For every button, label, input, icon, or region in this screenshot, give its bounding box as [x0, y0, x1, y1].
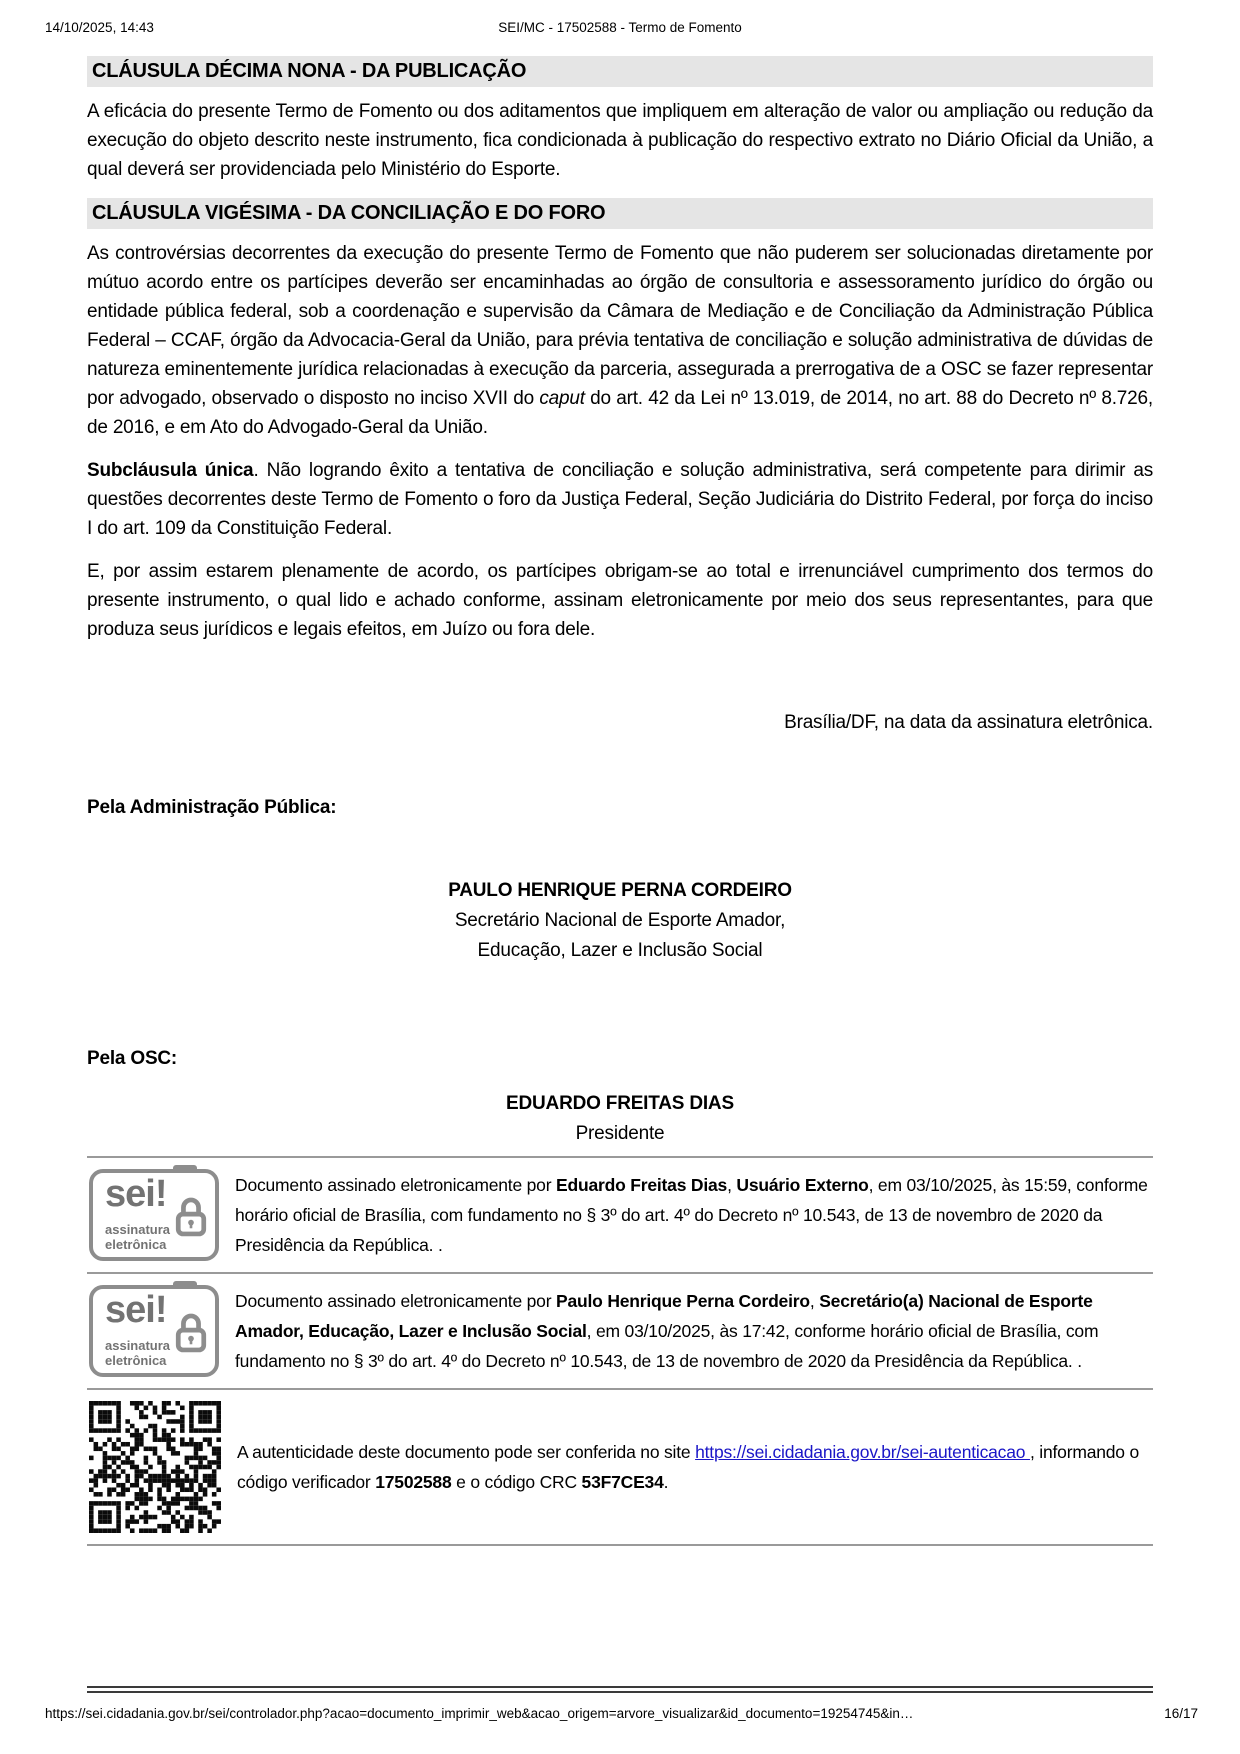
sei-signature-stamp: [89, 1169, 219, 1261]
stamp-caption-1: assinatura: [105, 1338, 171, 1353]
print-doc-title: SEI/MC - 17502588 - Termo de Fomento: [498, 20, 742, 35]
clause-20-heading: CLÁUSULA VIGÉSIMA - DA CONCILIAÇÃO E DO FORO: [87, 198, 1153, 229]
public-administration-label: Pela Administração Pública:: [87, 797, 337, 818]
admin-signer-role-line1: Secretário Nacional de Esporte Amador,: [454, 910, 786, 931]
admin-signer-role-line2: Educação, Lazer e Inclusão Social: [477, 940, 763, 961]
stamp-caption-1: assinatura: [105, 1222, 171, 1237]
sei-logo: sei!: [105, 1289, 167, 1331]
osc-signer-block: [87, 1089, 1153, 1149]
signature-place-line: Brasília/DF, na data da assinatura eletrônica.: [784, 712, 1153, 733]
signature-row-1: [87, 1158, 1153, 1272]
stamp-notch: [173, 1281, 197, 1287]
footer-divider: [87, 1686, 1153, 1693]
signature-row-2: [87, 1272, 1153, 1388]
closing-agreement-paragraph: E, por assim estarem plenamente de acordo, os partícipes obrigam-se ao total e irrenunciável cumprimento dos termos do presente instrumento, o qual lido e achado conforme, assinam eletronicamente por meio dos seus representantes, para que produza seus jurídicos e legais efeitos, em Juízo ou fora dele.: [87, 561, 1153, 640]
osc-signer-role: Presidente: [575, 1123, 665, 1144]
sei-logo: sei!: [105, 1173, 167, 1215]
osc-signer-name: EDUARDO FREITAS DIAS: [506, 1093, 734, 1114]
clause-19-heading: CLÁUSULA DÉCIMA NONA - DA PUBLICAÇÃO: [87, 56, 1153, 87]
admin-signer-name: PAULO HENRIQUE PERNA CORDEIRO: [448, 880, 792, 901]
signature-statement-2: Documento assinado eletronicamente por Paulo Henrique Perna Cordeiro, Secretário(a) Nacional de Esporte Amador, Educação, Lazer e Inclusão Social, em 03/10/2025, às 17:42, conforme horário oficial de Brasília, com fundamento no § 3º do art. 4º do Decreto nº 10.543, de 13 de novembro de 2020 da Presidência da República. .: [235, 1291, 1099, 1371]
print-datetime: 14/10/2025, 14:43: [45, 20, 154, 35]
authenticity-row: [87, 1388, 1153, 1544]
authenticity-statement: A autenticidade deste documento pode ser conferida no site https://sei.cidadania.gov.br/sei-autenticacao , informando o código verificador 17502588 e o código CRC 53F7CE34.: [237, 1442, 1140, 1492]
print-header: [45, 20, 1195, 38]
print-footer: [45, 1706, 1198, 1721]
admin-signer-block: [87, 876, 1153, 966]
sei-signature-stamp: [89, 1285, 219, 1377]
osc-label: Pela OSC:: [87, 1048, 178, 1069]
stamp-notch: [173, 1165, 197, 1171]
qr-code: [89, 1401, 221, 1533]
signature-table: [87, 1156, 1153, 1546]
lock-icon: [174, 1195, 208, 1237]
clause-19-paragraph: A eficácia do presente Termo de Fomento ou dos aditamentos que impliquem em alteração de valor ou ampliação ou redução da execução do objeto descrito neste instrumento, fica condicionada à publicação do respectivo extrato no Diário Oficial da União, a qual deverá ser providenciada pelo Ministério do Esporte.: [87, 101, 1153, 180]
stamp-caption-2: eletrônica: [105, 1353, 167, 1368]
subclause-paragraph: Subcláusula única. Não logrando êxito a tentativa de conciliação e solução administrativa, será competente para dirimir as questões decorrentes deste Termo de Fomento o foro da Justiça Federal, Seção Judiciária do Distrito Federal, por força do inciso I do art. 109 da Constituição Federal.: [87, 460, 1153, 539]
clause-20-paragraph: As controvérsias decorrentes da execução do presente Termo de Fomento que não puderem ser solucionadas diretamente por mútuo acordo entre os partícipes deverão ser encaminhadas ao órgão de consultoria e assessoramento jurídico do órgão ou entidade pública federal, sob a coordenação e supervisão da Câmara de Mediação e de Conciliação da Administração Pública Federal – CCAF, órgão da Advocacia-Geral da União, para prévia tentativa de conciliação e solução administrativa de dúvidas de natureza eminentemente jurídica relacionadas à execução da parceria, assegurada a prerrogativa de a OSC se fazer representar por advogado, observado o disposto no inciso XVII do caput do art. 42 da Lei nº 13.019, de 2014, no art. 88 do Decreto nº 8.726, de 2016, e em Ato do Advogado-Geral da União.: [87, 243, 1153, 438]
footer-page-indicator: 16/17: [1164, 1706, 1198, 1721]
lock-icon: [174, 1311, 208, 1353]
authentication-link[interactable]: https://sei.cidadania.gov.br/sei-autenticacao: [695, 1442, 1030, 1462]
footer-url: https://sei.cidadania.gov.br/sei/controlador.php?acao=documento_imprimir_web&acao_origem=arvore_visualizar&id_documento=19254745&in…: [45, 1706, 914, 1721]
stamp-caption-2: eletrônica: [105, 1237, 167, 1252]
signature-statement-1: Documento assinado eletronicamente por Eduardo Freitas Dias, Usuário Externo, em 03/10/2025, às 15:59, conforme horário oficial de Brasília, com fundamento no § 3º do art. 4º do Decreto nº 10.543, de 13 de novembro de 2020 da Presidência da República. .: [235, 1175, 1148, 1255]
